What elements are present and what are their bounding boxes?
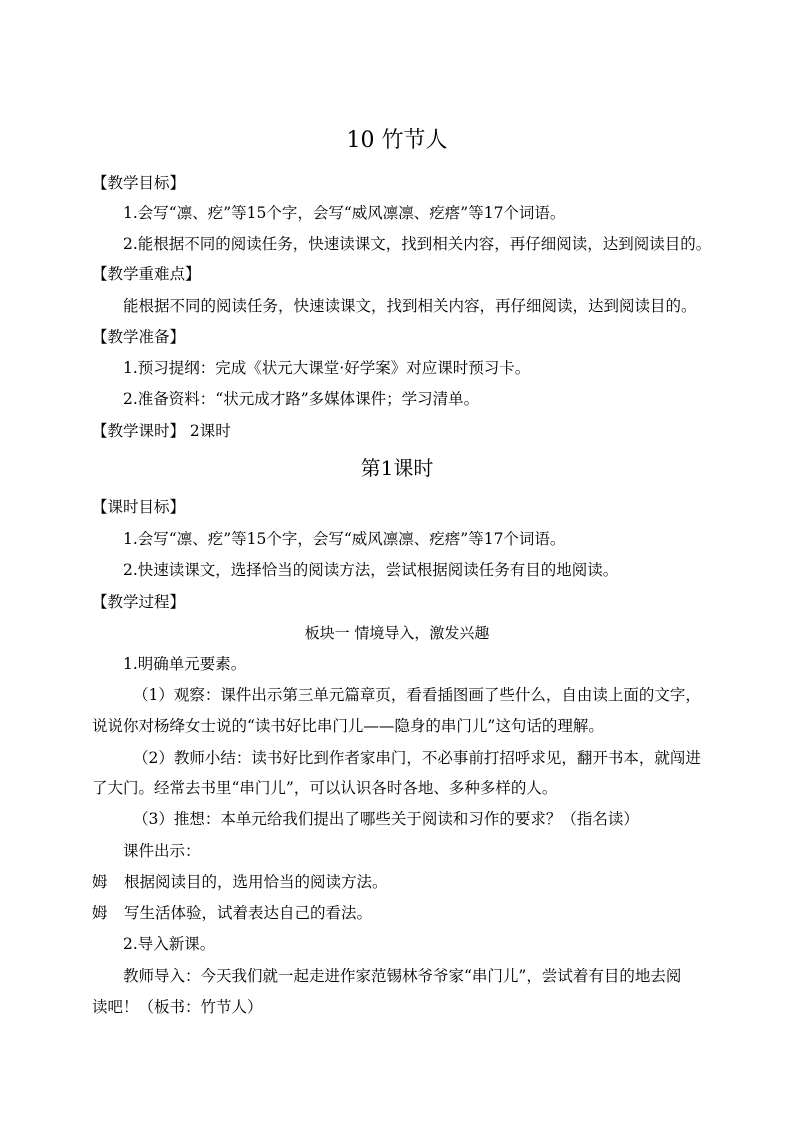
lesson-goal-1: 1.会写“凛、疙”等15个字，会写“威风凛凛、疙瘩”等17个词语。 [123,530,566,548]
bullet-item-2 [0,902,794,924]
intro-line-2: 读吧！（板书：竹节人） [92,998,263,1016]
preparation-item-1: 1.预习提纲：完成《状元大课堂·好学案》对应课时预习卡。 [123,359,531,377]
paragraph-1-line-2: 说说你对杨绛女士说的“读书好比串门儿——隐身的串门儿”这句话的理解。 [92,717,604,735]
step-2: 2.导入新课。 [123,935,216,953]
page-title: 10 竹节人 [346,128,448,153]
lesson-goal-2: 2.快速读课文，选择恰当的阅读方法，尝试根据阅读任务有目的地阅读。 [123,561,619,579]
paragraph-1-line-1: （1）观察：课件出示第三单元篇章页，看看插图画了些什么，自由读上面的文字， [133,686,701,704]
process-header: 【教学过程】 [92,593,186,611]
key-points-text: 能根据不同的阅读任务，快速读课文，找到相关内容，再仔细阅读，达到阅读目的。 [123,297,697,315]
key-points-header: 【教学重难点】 [92,265,201,283]
teaching-goal-1: 1.会写“凛、疙”等15个字，会写“威风凛凛、疙瘩”等17个词语。 [123,204,566,222]
bullet-text: 写生活体验，试着表达自己的看法。 [124,904,373,922]
bullet-text: 根据阅读目的，选用恰当的阅读方法。 [124,873,388,891]
lesson-heading: 第1课时 [360,456,434,480]
step-1: 1.明确单元要素。 [123,655,247,673]
teaching-goal-2: 2.能根据不同的阅读任务，快速读课文，找到相关内容，再仔细阅读，达到阅读目的。 [123,235,712,253]
courseware-label: 课件出示： [123,842,201,860]
class-hours-line: 【教学课时】 2课时 [92,422,231,440]
bullet-glyph: 姆 [92,873,108,891]
preparation-header: 【教学准备】 [92,328,186,346]
teaching-goals-header: 【教学目标】 [92,174,186,192]
paragraph-3: （3）推想：本单元给我们提出了哪些关于阅读和习作的要求？（指名读） [133,810,639,828]
bullet-glyph: 姆 [92,904,108,922]
paragraph-2-line-1: （2）教师小结：读书好比到作者家串门，不必事前打招呼求见，翻开书本，就闯进 [133,749,701,767]
paragraph-2-line-2: 了大门。经常去书里“串门儿”，可以认识各时各地、多种多样的人。 [92,779,558,797]
preparation-item-2: 2.准备资料：“状元成才路”多媒体课件；学习清单。 [123,390,480,408]
bullet-item-1 [0,871,794,893]
intro-line-1: 教师导入：今天我们就一起走进作家范锡林爷爷家“串门儿”，尝试着有目的地去阅 [123,967,682,985]
lesson-goals-header: 【课时目标】 [92,498,186,516]
block1-title: 板块一 情境导入，激发兴趣 [304,624,490,642]
